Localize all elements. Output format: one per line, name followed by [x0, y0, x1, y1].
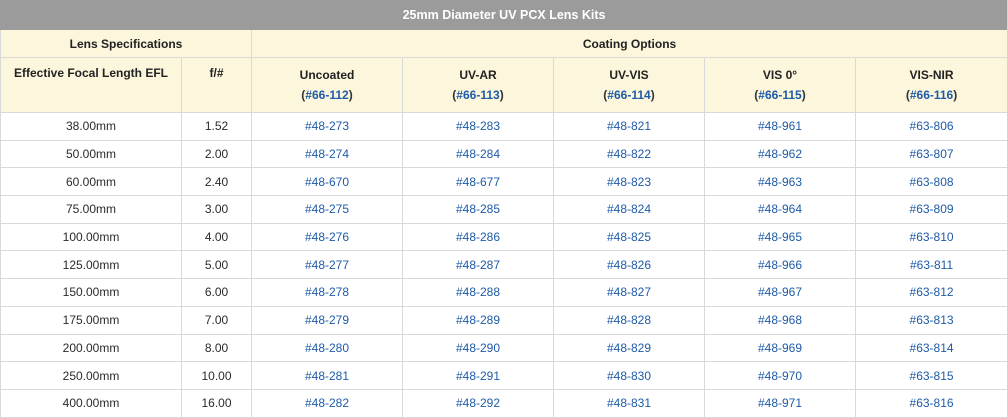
- part-cell: [403, 334, 554, 362]
- coating-name: UV-AR: [459, 68, 496, 82]
- part-number-link[interactable]: #48-292: [456, 396, 500, 410]
- part-number-link[interactable]: #48-282: [305, 396, 349, 410]
- coating-name: VIS 0°: [763, 68, 797, 82]
- kit-number: (#66-112): [252, 88, 402, 102]
- efl-cell: 100.00mm: [1, 223, 182, 251]
- part-cell: [403, 196, 554, 224]
- part-number-link[interactable]: #48-966: [758, 258, 802, 272]
- table-row: [1, 362, 1007, 390]
- part-number-link[interactable]: #48-287: [456, 258, 500, 272]
- coating-options-header: Coating Options: [252, 30, 1007, 58]
- part-cell: [856, 196, 1007, 224]
- part-cell: [705, 279, 856, 307]
- part-number-link[interactable]: #48-831: [607, 396, 651, 410]
- f-number-cell: 5.00: [182, 251, 252, 279]
- kit-link[interactable]: #66-112: [305, 88, 348, 102]
- part-number-link[interactable]: #63-807: [910, 147, 954, 161]
- part-cell: [252, 168, 403, 196]
- part-cell: [554, 113, 705, 141]
- part-cell: [554, 168, 705, 196]
- part-cell: [705, 140, 856, 168]
- f-number-cell: 2.40: [182, 168, 252, 196]
- part-number-link[interactable]: #63-810: [910, 230, 954, 244]
- table-row: [1, 334, 1007, 362]
- coating-name: UV-VIS: [609, 68, 648, 82]
- part-number-link[interactable]: #48-677: [456, 175, 500, 189]
- part-number-link[interactable]: #48-971: [758, 396, 802, 410]
- f-number-header: f/#: [182, 58, 252, 113]
- table-row: [1, 251, 1007, 279]
- part-number-link[interactable]: #48-291: [456, 369, 500, 383]
- coating-header: [705, 58, 856, 113]
- part-cell: [554, 140, 705, 168]
- part-number-link[interactable]: #48-821: [607, 119, 651, 133]
- part-cell: [554, 223, 705, 251]
- part-number-link[interactable]: #63-816: [910, 396, 954, 410]
- part-cell: [856, 362, 1007, 390]
- part-number-link[interactable]: #48-823: [607, 175, 651, 189]
- part-cell: [252, 306, 403, 334]
- part-number-link[interactable]: #48-822: [607, 147, 651, 161]
- part-number-link[interactable]: #63-814: [910, 341, 954, 355]
- f-number-cell: 10.00: [182, 362, 252, 390]
- part-number-link[interactable]: #48-273: [305, 119, 349, 133]
- efl-header: Effective Focal Length EFL: [1, 58, 182, 113]
- efl-cell: 125.00mm: [1, 251, 182, 279]
- part-cell: [403, 113, 554, 141]
- part-number-link[interactable]: #48-970: [758, 369, 802, 383]
- lens-specifications-header: Lens Specifications: [1, 30, 252, 58]
- kit-link[interactable]: #66-115: [758, 88, 801, 102]
- part-cell: [856, 306, 1007, 334]
- part-cell: [252, 389, 403, 417]
- table-row: [1, 389, 1007, 417]
- table-row: [1, 223, 1007, 251]
- kit-link[interactable]: #66-116: [910, 88, 953, 102]
- f-number-cell: 6.00: [182, 279, 252, 307]
- part-number-link[interactable]: #48-278: [305, 285, 349, 299]
- part-cell: [856, 140, 1007, 168]
- part-number-link[interactable]: #48-829: [607, 341, 651, 355]
- part-cell: [554, 279, 705, 307]
- part-cell: [856, 223, 1007, 251]
- part-cell: [554, 389, 705, 417]
- part-number-link[interactable]: #48-961: [758, 119, 802, 133]
- coating-name: Uncoated: [300, 68, 355, 82]
- coating-header: [252, 58, 403, 113]
- part-number-link[interactable]: #63-809: [910, 202, 954, 216]
- kit-link[interactable]: #66-114: [607, 88, 650, 102]
- efl-cell: 50.00mm: [1, 140, 182, 168]
- f-number-cell: 1.52: [182, 113, 252, 141]
- f-number-cell: 16.00: [182, 389, 252, 417]
- kit-number: (#66-113): [403, 88, 553, 102]
- part-number-link[interactable]: #48-830: [607, 369, 651, 383]
- efl-cell: 400.00mm: [1, 389, 182, 417]
- part-cell: [856, 334, 1007, 362]
- part-number-link[interactable]: #48-825: [607, 230, 651, 244]
- part-number-link[interactable]: #48-281: [305, 369, 349, 383]
- part-cell: [856, 279, 1007, 307]
- part-cell: [403, 389, 554, 417]
- part-cell: [705, 334, 856, 362]
- kit-number: (#66-116): [856, 88, 1007, 102]
- part-cell: [705, 389, 856, 417]
- part-cell: [252, 362, 403, 390]
- part-number-link[interactable]: #48-670: [305, 175, 349, 189]
- part-number-link[interactable]: #48-964: [758, 202, 802, 216]
- kit-number: (#66-115): [705, 88, 855, 102]
- part-cell: [252, 279, 403, 307]
- part-number-link[interactable]: #48-967: [758, 285, 802, 299]
- f-number-cell: 3.00: [182, 196, 252, 224]
- part-number-link[interactable]: #48-965: [758, 230, 802, 244]
- kit-link[interactable]: #66-113: [456, 88, 499, 102]
- coating-header: [403, 58, 554, 113]
- table-row: [1, 306, 1007, 334]
- part-cell: [554, 196, 705, 224]
- table-title: 25mm Diameter UV PCX Lens Kits: [1, 1, 1007, 30]
- part-cell: [705, 196, 856, 224]
- part-cell: [856, 389, 1007, 417]
- efl-cell: 150.00mm: [1, 279, 182, 307]
- part-number-link[interactable]: #63-806: [910, 119, 954, 133]
- table-body: [1, 113, 1007, 418]
- kit-number: (#66-114): [554, 88, 704, 102]
- column-header-row: [1, 58, 1007, 113]
- efl-cell: 250.00mm: [1, 362, 182, 390]
- part-cell: [403, 168, 554, 196]
- part-number-link[interactable]: #48-827: [607, 285, 651, 299]
- part-number-link[interactable]: #48-285: [456, 202, 500, 216]
- part-cell: [705, 168, 856, 196]
- part-number-link[interactable]: #48-274: [305, 147, 349, 161]
- efl-cell: 200.00mm: [1, 334, 182, 362]
- part-cell: [252, 113, 403, 141]
- part-cell: [856, 168, 1007, 196]
- part-number-link[interactable]: #63-808: [910, 175, 954, 189]
- part-cell: [403, 362, 554, 390]
- f-number-cell: 4.00: [182, 223, 252, 251]
- part-number-link[interactable]: #48-275: [305, 202, 349, 216]
- part-cell: [252, 223, 403, 251]
- title-row: [1, 1, 1007, 30]
- part-cell: [554, 306, 705, 334]
- efl-cell: 175.00mm: [1, 306, 182, 334]
- table-row: [1, 140, 1007, 168]
- part-number-link[interactable]: #48-290: [456, 341, 500, 355]
- part-number-link[interactable]: #63-813: [910, 313, 954, 327]
- efl-cell: 38.00mm: [1, 113, 182, 141]
- part-number-link[interactable]: #48-968: [758, 313, 802, 327]
- table-row: [1, 113, 1007, 141]
- part-number-link[interactable]: #48-289: [456, 313, 500, 327]
- part-number-link[interactable]: #48-962: [758, 147, 802, 161]
- table-row: [1, 196, 1007, 224]
- part-cell: [705, 362, 856, 390]
- part-number-link[interactable]: #48-276: [305, 230, 349, 244]
- coating-header: [856, 58, 1007, 113]
- efl-cell: 60.00mm: [1, 168, 182, 196]
- part-number-link[interactable]: #48-280: [305, 341, 349, 355]
- part-number-link[interactable]: #63-811: [910, 258, 953, 272]
- part-cell: [856, 113, 1007, 141]
- part-number-link[interactable]: #48-286: [456, 230, 500, 244]
- part-number-link[interactable]: #63-815: [910, 369, 954, 383]
- group-header-row: [1, 30, 1007, 58]
- part-number-link[interactable]: #48-288: [456, 285, 500, 299]
- part-number-link[interactable]: #48-283: [456, 119, 500, 133]
- part-cell: [554, 362, 705, 390]
- coating-name: VIS-NIR: [910, 68, 954, 82]
- table-row: [1, 168, 1007, 196]
- part-cell: [403, 140, 554, 168]
- f-number-cell: 7.00: [182, 306, 252, 334]
- part-number-link[interactable]: #48-824: [607, 202, 651, 216]
- f-number-cell: 2.00: [182, 140, 252, 168]
- f-number-cell: 8.00: [182, 334, 252, 362]
- table-row: [1, 279, 1007, 307]
- part-cell: [252, 140, 403, 168]
- part-cell: [554, 334, 705, 362]
- part-cell: [252, 334, 403, 362]
- part-cell: [705, 251, 856, 279]
- part-cell: [403, 251, 554, 279]
- part-cell: [252, 196, 403, 224]
- part-number-link[interactable]: #63-812: [910, 285, 954, 299]
- part-number-link[interactable]: #48-279: [305, 313, 349, 327]
- part-number-link[interactable]: #48-969: [758, 341, 802, 355]
- efl-cell: 75.00mm: [1, 196, 182, 224]
- part-cell: [705, 223, 856, 251]
- coating-header: [554, 58, 705, 113]
- part-cell: [705, 113, 856, 141]
- part-cell: [403, 306, 554, 334]
- part-number-link[interactable]: #48-277: [305, 258, 349, 272]
- part-number-link[interactable]: #48-963: [758, 175, 802, 189]
- part-cell: [705, 306, 856, 334]
- part-cell: [252, 251, 403, 279]
- part-cell: [403, 279, 554, 307]
- part-number-link[interactable]: #48-284: [456, 147, 500, 161]
- part-cell: [856, 251, 1007, 279]
- part-number-link[interactable]: #48-826: [607, 258, 651, 272]
- part-number-link[interactable]: #48-828: [607, 313, 651, 327]
- part-cell: [403, 223, 554, 251]
- part-cell: [554, 251, 705, 279]
